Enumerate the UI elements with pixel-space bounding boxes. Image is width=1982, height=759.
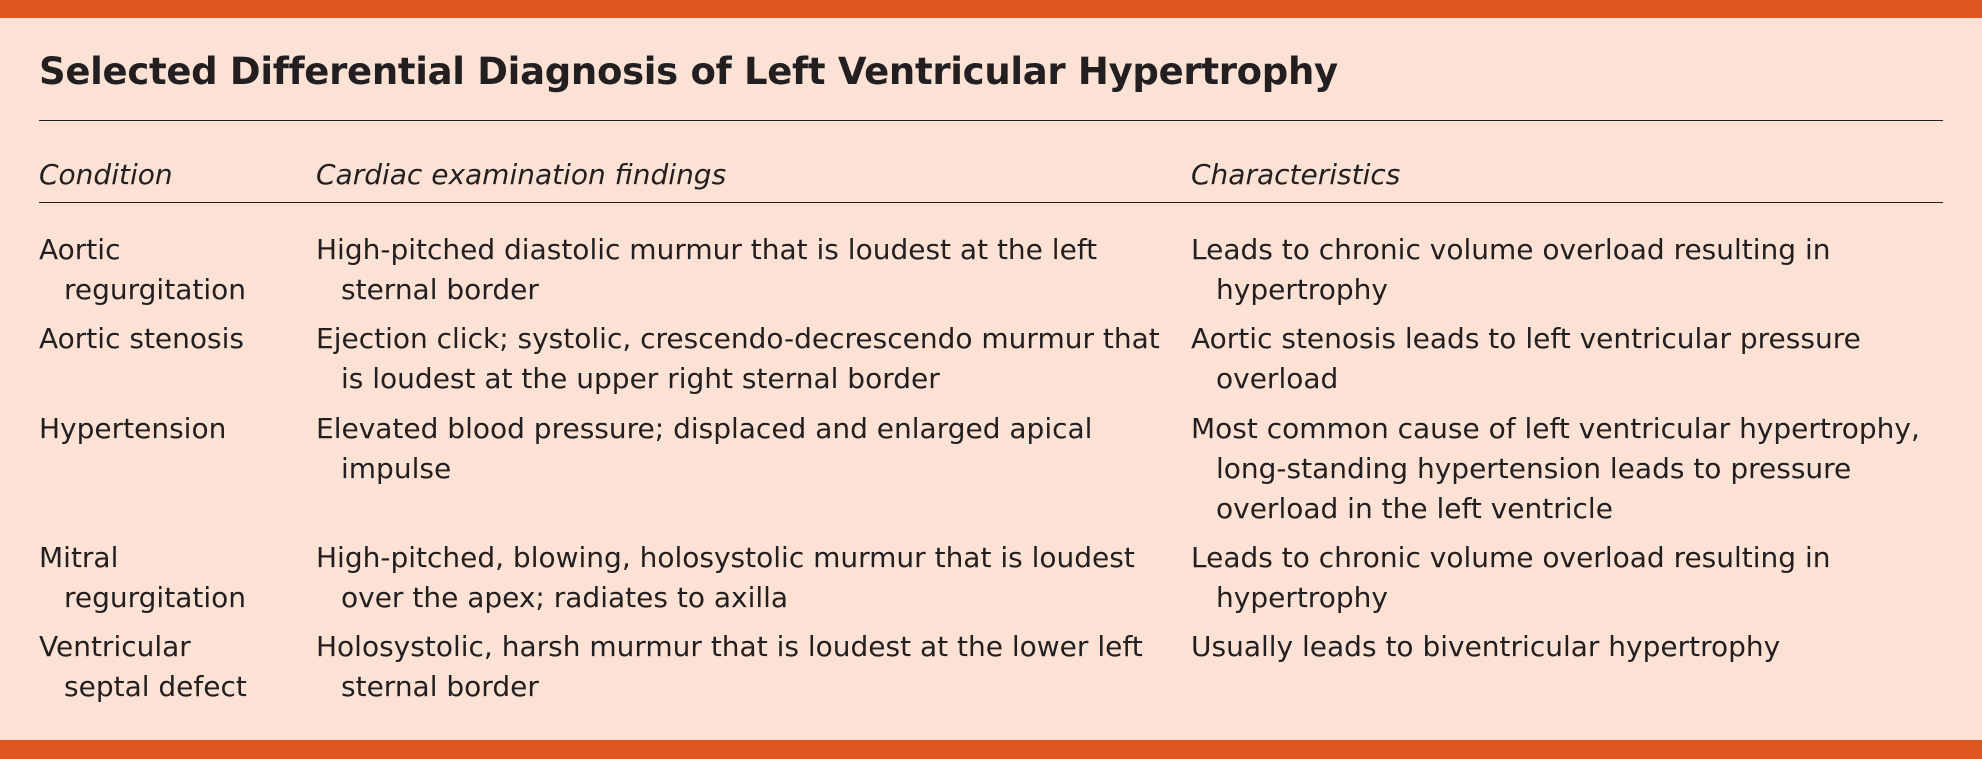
findings-cell: Ejection click; systolic, crescendo-decrescendo murmur that is loudest at the upper right sternal border (316, 322, 1160, 395)
findings-cell: Elevated blood pressure; displaced and enlarged apical impulse (316, 412, 1093, 485)
condition-cell: Aortic regurgitation (39, 233, 246, 306)
condition-cell: Aortic stenosis (39, 322, 244, 355)
findings-cell: High-pitched diastolic murmur that is loudest at the left sternal border (316, 233, 1098, 306)
characteristics-cell: Usually leads to biventricular hypertrophy (1191, 630, 1781, 663)
header-rule (39, 202, 1943, 203)
condition-cell: Hypertension (39, 412, 227, 445)
characteristics-cell: Leads to chronic volume overload resulting in hypertrophy (1191, 233, 1831, 306)
condition-cell: Mitral regurgitation (39, 541, 246, 614)
title-rule (39, 120, 1943, 121)
findings-cell: Holosystolic, harsh murmur that is loudest at the lower left sternal border (316, 630, 1143, 703)
condition-cell: Ventricular septal defect (39, 630, 247, 703)
bottom-accent-bar (0, 740, 1982, 759)
top-accent-bar (0, 0, 1982, 18)
characteristics-cell: Most common cause of left ventricular hypertrophy, long-standing hypertension leads to pressure overload in the left ventricle (1191, 412, 1920, 525)
findings-cell: High-pitched, blowing, holosystolic murmur that is loudest over the apex; radiates to axilla (316, 541, 1135, 614)
table-title: Selected Differential Diagnosis of Left Ventricular Hypertrophy (39, 50, 1338, 93)
characteristics-cell: Aortic stenosis leads to left ventricular pressure overload (1191, 322, 1861, 395)
header-condition: Condition (39, 158, 173, 191)
header-findings: Cardiac examination findings (316, 158, 727, 191)
header-characteristics: Characteristics (1191, 158, 1401, 191)
characteristics-cell: Leads to chronic volume overload resulting in hypertrophy (1191, 541, 1831, 614)
